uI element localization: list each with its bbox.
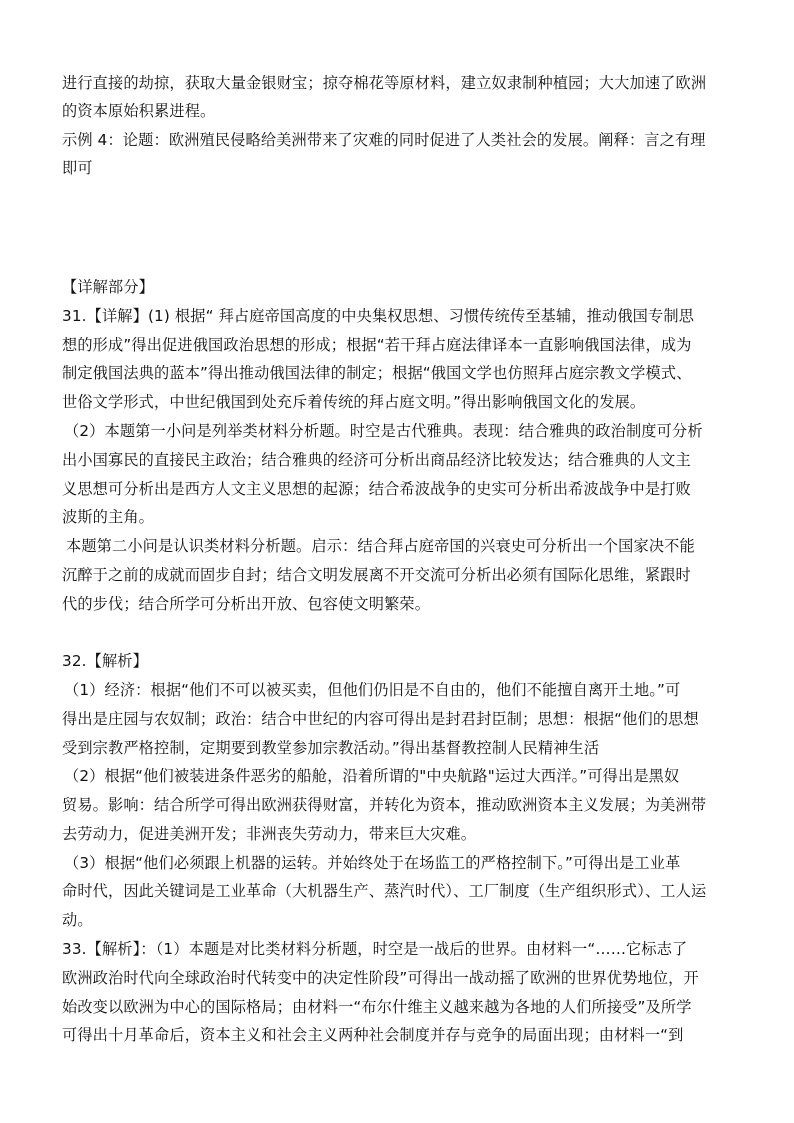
text-line: 想的形成”得出促进俄国政治思想的形成；根据“若干拜占庭法律译本一直影响俄国法律，成为 — [62, 336, 692, 354]
text-line: 沉醉于之前的成就而固步自封；结合文明发展离不开交流可分析出必须有国际化思维，紧跟时 — [62, 566, 691, 584]
text-line: 世俗文学形式，中世纪俄国到处充斥着传统的拜占庭文明。”得出影响俄国文化的发展。 — [62, 393, 646, 411]
text-line: 得出是庄园与农奴制；政治：结合中世纪的内容可得出是封君封臣制；思想：根据“他们的思想 — [62, 710, 699, 728]
text-line: 动。 — [62, 911, 93, 929]
text-line: 受到宗教严格控制，定期要到教堂参加宗教活动。”得出基督教控制人民精神生活 — [62, 739, 600, 757]
text-line: （1）经济：根据“他们不可以被买卖，但他们仍旧是不自由的，他们不能擅自离开土地。”可 — [64, 681, 681, 699]
text-line: 33.【解析】：（1）本题是对比类材料分析题，时空是一战后的世界。由材料一“……它标志了 — [62, 940, 688, 958]
text-line: 出小国寡民的直接民主政治；结合雅典的经济可分析出商品经济比较发达；结合雅典的人文主 — [62, 451, 691, 469]
text-line: 31.【详解】(1) 根据“ 拜占庭帝国高度的中央集权思想、习惯传统传至基辅，推动俄国专制思 — [62, 307, 695, 325]
text-line: 的资本原始积累进程。 — [62, 102, 216, 120]
text-line: 代的步伐；结合所学可分析出开放、包容使文明繁荣。 — [62, 595, 431, 613]
text-line: 示例 4：论题：欧洲殖民侵略给美洲带来了灾难的同时促进了人类社会的发展。阐释：言之有理 — [62, 131, 706, 149]
text-line: 欧洲政治时代向全球政治时代转变中的决定性阶段”可得出一战动摇了欧洲的世界优势地位，开 — [62, 969, 699, 987]
section-heading: 【详解部分】 — [62, 278, 155, 296]
text-line: 进行直接的劫掠，获取大量金银财宝；掠夺棉花等原材料，建立奴隶制种植园；大大加速了欧洲 — [62, 74, 707, 92]
text-line: （3）根据“他们必须跟上机器的运转。并始终处于在场监工的严格控制下。”可得出是工业革 — [64, 854, 681, 872]
text-line: （2）根据“他们被装进条件恶劣的船舱，沿着所谓的"中央航路"运过大西洋。”可得出是黑奴 — [64, 767, 680, 785]
text-line: 贸易。影响：结合所学可得出欧洲获得财富，并转化为资本，推动欧洲资本主义发展；为美洲带 — [62, 796, 707, 814]
question-heading: 32.【解析】 — [62, 652, 148, 670]
text-line: 命时代，因此关键词是工业革命（大机器生产、蒸汽时代）、工厂制度（生产组织形式）、工人运 — [62, 882, 707, 900]
text-line: 可得出十月革命后，资本主义和社会主义两种社会制度并存与竞争的局面出现；由材料一“到 — [62, 1026, 684, 1044]
text-line: 去劳动力，促进美洲开发；非洲丧失劳动力，带来巨大灾难。 — [62, 825, 477, 843]
text-line: （2）本题第一小问是列举类材料分析题。时空是古代雅典。表现：结合雅典的政治制度可分析 — [64, 422, 703, 440]
text-line: 本题第二小问是认识类材料分析题。启示：结合拜占庭帝国的兴衰史可分析出一个国家决不能 — [66, 537, 695, 555]
text-line: 即可 — [62, 159, 93, 177]
text-line: 义思想可分析出是西方人文主义思想的起源；结合希波战争的史实可分析出希波战争中是打败 — [62, 480, 691, 498]
text-line: 制定俄国法典的蓝本”得出推动俄国法律的制定；根据“俄国文学也仿照拜占庭宗教文学模式、 — [62, 364, 692, 382]
text-line: 波斯的主角。 — [62, 508, 155, 526]
text-line: 始改变以欧洲为中心的国际格局；由材料一“布尔什维主义越来越为各地的人们所接受”及所学 — [62, 998, 692, 1016]
